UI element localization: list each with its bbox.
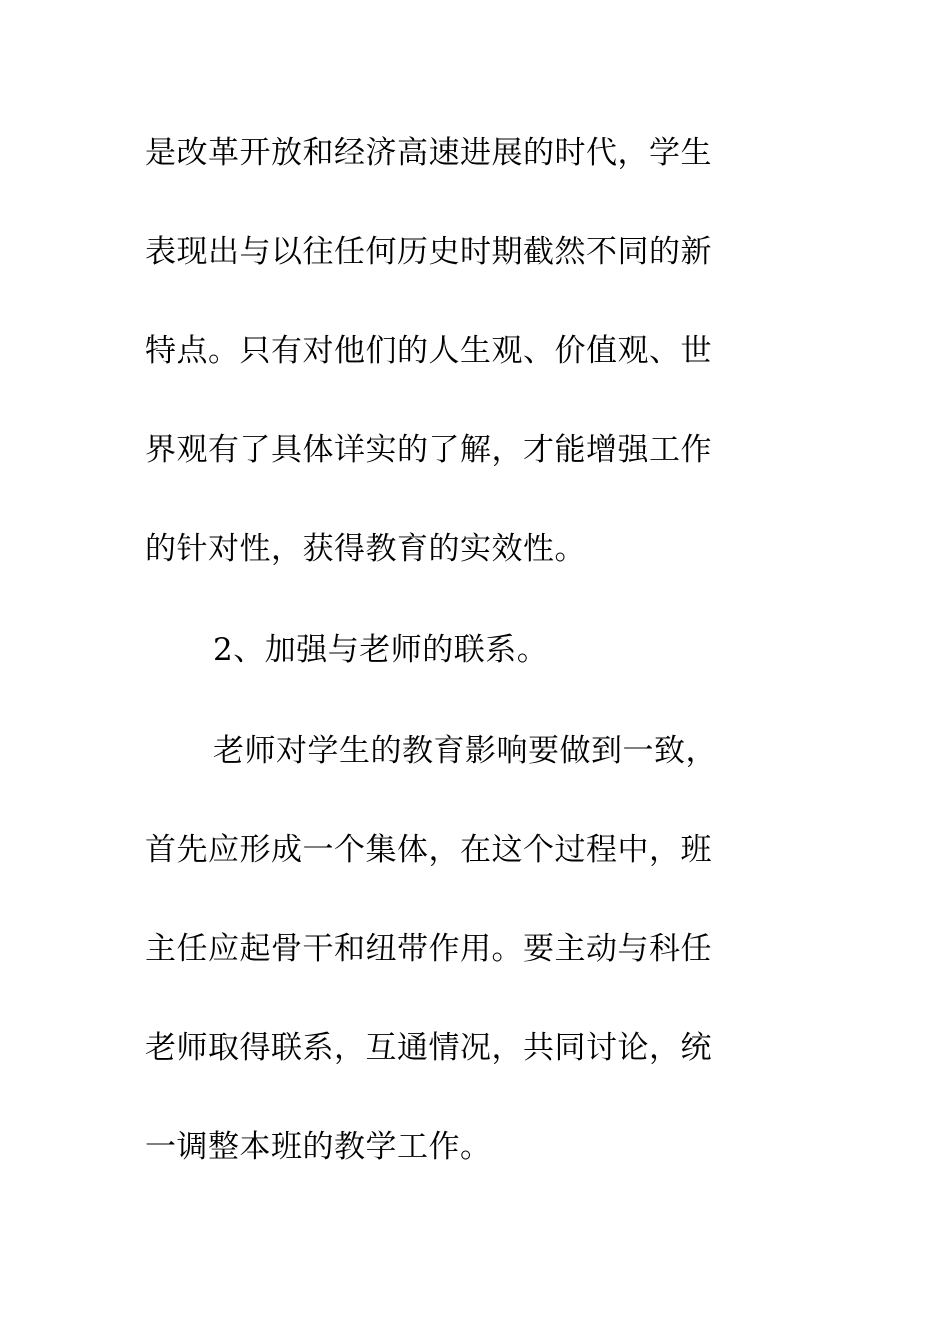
text-line-10: 老师取得联系，互通情况，共同讨论，统 <box>145 1030 712 1066</box>
text-line-7: 老师对学生的教育影响要做到一致， <box>213 733 717 769</box>
text-line-2: 表现出与以往任何历史时期截然不同的新 <box>145 234 712 270</box>
text-line-11: 一调整本班的教学工作。 <box>145 1129 492 1165</box>
text-line-3: 特点。只有对他们的人生观、价值观、世 <box>145 333 712 369</box>
text-line-5: 的针对性，获得教育的实效性。 <box>145 531 586 567</box>
text-line-8: 首先应形成一个集体，在这个过程中，班 <box>145 832 712 868</box>
text-line-1: 是改革开放和经济高速进展的时代，学生 <box>145 135 712 171</box>
text-line-9: 主任应起骨干和纽带作用。要主动与科任 <box>145 931 712 967</box>
text-line-4: 界观有了具体详实的了解，才能增强工作 <box>145 432 712 468</box>
section-heading: 2、加强与老师的联系。 <box>213 632 549 668</box>
